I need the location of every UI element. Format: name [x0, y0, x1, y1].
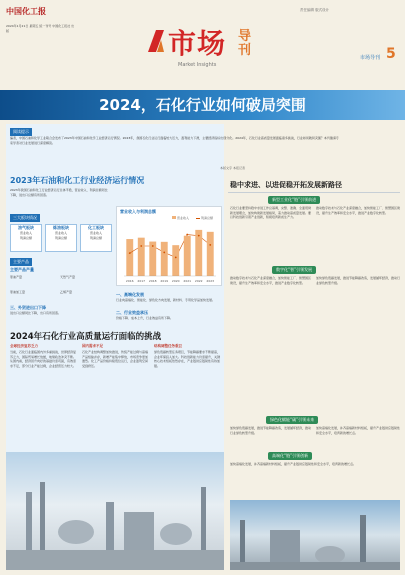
subsection-pill: 数字化“智”引领发展	[272, 266, 316, 274]
revenue-bar	[138, 238, 145, 276]
product-item: 原油产量	[10, 275, 23, 279]
plant-photo	[230, 500, 400, 570]
article-column: 推动数字技术与石化产业深度融合，加快智能工厂、智慧园区建设，提升生产效率和安全水平，推进产业数字化转型。	[230, 276, 312, 285]
x-tick-label: 2019	[160, 279, 169, 283]
masthead-english: Market Insights	[178, 62, 217, 68]
note-head: 二、行业效益承压	[116, 310, 148, 315]
sector-line: 营业收入	[89, 231, 102, 235]
divider	[228, 192, 400, 193]
newspaper-name: 中国化工报	[6, 6, 46, 16]
sector-card	[45, 224, 77, 252]
sector-line: 利润总额	[89, 236, 102, 240]
revenue-bar	[195, 230, 202, 276]
x-tick-label: 2016	[125, 279, 134, 283]
product-item: 乙烯产量	[60, 290, 73, 294]
sector-line: 营业收入	[19, 231, 32, 235]
profit-point	[198, 235, 200, 237]
sector-card	[10, 224, 42, 252]
subsection-pill: 新型工业化“链”引领前进	[268, 196, 320, 204]
profit-point	[140, 245, 142, 247]
industrial-skyline-image	[6, 452, 224, 570]
section-2023-text: 2023年我国石油和化工行业经济运行总体平稳，营业收入、利润总额同比下降，进出口总额有所回落。	[10, 188, 108, 197]
note-text: 价格下降、成本上升，行业效益有所下降。	[116, 316, 174, 320]
article-column: 绿色低碳转型任务艰巨，节能降碳要求不断提高，企业环保投入加大。科技创新能力仍需提升，关键核心技术短板依然存在，产业链供应链韧性有待加强。	[154, 350, 221, 368]
issue-meta: 2024年1月21日 星期五 统一刊号 中国化工报社 出版	[6, 24, 75, 33]
revenue-bar	[161, 242, 168, 276]
profit-point	[209, 244, 211, 246]
revenue-bar	[126, 239, 133, 276]
product-item: 原油加工量	[10, 290, 26, 294]
sector-card	[80, 224, 112, 252]
x-tick-label: 2020	[171, 279, 180, 283]
sector-name: 炼油板块	[53, 225, 69, 230]
x-tick-label: 2022	[194, 279, 203, 283]
x-tick-label: 2021	[183, 279, 192, 283]
note-head: 一、高端化发展	[116, 292, 144, 297]
article-column: 加快高端化发展，补齐高端新材料短板，提升产业链供应链韧性和安全水平，培育新的增长点。	[230, 462, 357, 466]
sector-line: 利润总额	[54, 236, 67, 240]
article-column: 加快绿色低碳发展，推进节能降碳改造，发展循环经济，推动行业绿色转型升级。	[230, 426, 312, 435]
revenue-bar	[207, 232, 214, 276]
product-item: 天然气产量	[60, 275, 76, 279]
section-badge: 市场导刊	[360, 55, 381, 61]
article-column: 石化行业要坚持稳中求进工作总基调，完整、准确、全面贯彻新发展理念，加快构建新发展格局，着力推动高质量发展。要以科技创新引领产业创新，积极培育新质生产力。	[230, 206, 312, 220]
refinery-illustration	[6, 452, 224, 570]
plant-illustration	[230, 500, 400, 570]
products-head: 主要产品产量	[10, 267, 34, 272]
revenue-profit-chart	[118, 222, 220, 284]
note-text: 行业向高端化、智能化、绿色化方向发展，新材料、专用化学品加快发展。	[116, 298, 216, 302]
legend-profit	[196, 216, 213, 220]
section-2023-title: 2023年石油和化工行业经济运行情况	[10, 176, 145, 185]
sector-name: 化工板块	[88, 225, 104, 230]
subhead: 全球经济复苏乏力	[10, 344, 38, 348]
x-tick-label: 2023	[206, 279, 215, 283]
x-tick-label: 2018	[148, 279, 157, 283]
legend-swatch	[196, 218, 200, 219]
profit-point	[186, 234, 188, 236]
intro-text: 编者，中国石油和化学工业联合会发布了2023年中国石油和化学工业经济运行情况。2023年，我国石化行业运行面临较大压力，盈利能力下滑，主要经济指标出现分化。2024年，石化行业高质量发展面临诸多挑战，行业如何破局突围？本刊邀请专家学者对行业发展进行深度解读。	[10, 136, 339, 145]
byline: 本版文字 本报记者	[220, 166, 245, 170]
legend-swatch	[172, 216, 176, 219]
article-column: 加快高端化发展，补齐高端新材料短板，提升产业链供应链韧性和安全水平，培育新的增长点。	[316, 426, 401, 435]
products-tag: 主要产品	[10, 258, 32, 266]
profit-point	[163, 252, 165, 254]
profit-point	[175, 257, 177, 259]
article-column: 加快绿色低碳发展，推进节能降碳改造，发展循环经济，推动行业绿色转型升级。	[316, 276, 401, 285]
intro-label: 阅读提示	[10, 128, 32, 136]
right-article-title: 稳中求进、以进促稳开拓发展新路径	[230, 181, 342, 189]
article-column: 石化产业结构调整加快推进，传统产能过剩与高端产品短缺并存，新增产能集中释放，市场竞争更加激烈。化工产品价格持续低位运行，企业盈利空间受到挤压。	[82, 350, 149, 368]
sectors-tag: 三大板块情况	[10, 214, 40, 222]
revenue-bar	[184, 236, 191, 276]
note-head: 三、外贸进出口下降	[10, 305, 46, 310]
article-column: 推动数字技术与石化产业深度融合，加快智能工厂、智慧园区建设，提升生产效率和安全水平，推进产业数字化转型。	[316, 206, 401, 215]
editor-meta: 责任编辑 版式设计	[300, 8, 330, 12]
article-column: 当前，石化行业面临国内外多重挑战，世界经济复苏乏力，国际贸易增长放缓，地缘政治冲突不断。从国内看，经济回升向好的基础仍需巩固，有效需求不足，部分行业产能过剩，企业经营压力较大。	[10, 350, 77, 368]
x-tick-label: 2017	[137, 279, 146, 283]
subhead: 国内需求不足	[82, 344, 103, 348]
sector-line: 营业收入	[54, 231, 67, 235]
note-text: 进出口总额同比下降，出口有所回落。	[10, 311, 62, 315]
legend-label: 营业收入	[176, 216, 189, 220]
chart-title: 营业收入与利润总额	[120, 209, 156, 214]
subsection-pill: 绿色化赋能“碳”引领未来	[266, 416, 318, 424]
section-2024-title: 2024年石化行业高质量运行面临的挑战	[10, 332, 162, 342]
sector-line: 利润总额	[19, 236, 32, 240]
page-number: 5	[386, 46, 396, 62]
profit-point	[152, 245, 154, 247]
subhead: 结构调整任务艰巨	[154, 344, 182, 348]
masthead-logo-icon	[148, 30, 164, 52]
legend-label: 利润总额	[200, 216, 213, 220]
headline-title: 2024，石化行业如何破局突围	[99, 96, 306, 114]
profit-point	[129, 252, 131, 254]
masthead-subtitle: 导刊	[238, 29, 252, 58]
legend-revenue	[172, 216, 189, 220]
sector-name: 油气板块	[18, 225, 34, 230]
subsection-pill: 高端化“链”引领创新	[268, 452, 312, 460]
masthead-title: 市场	[168, 27, 227, 60]
revenue-bar	[172, 245, 179, 276]
